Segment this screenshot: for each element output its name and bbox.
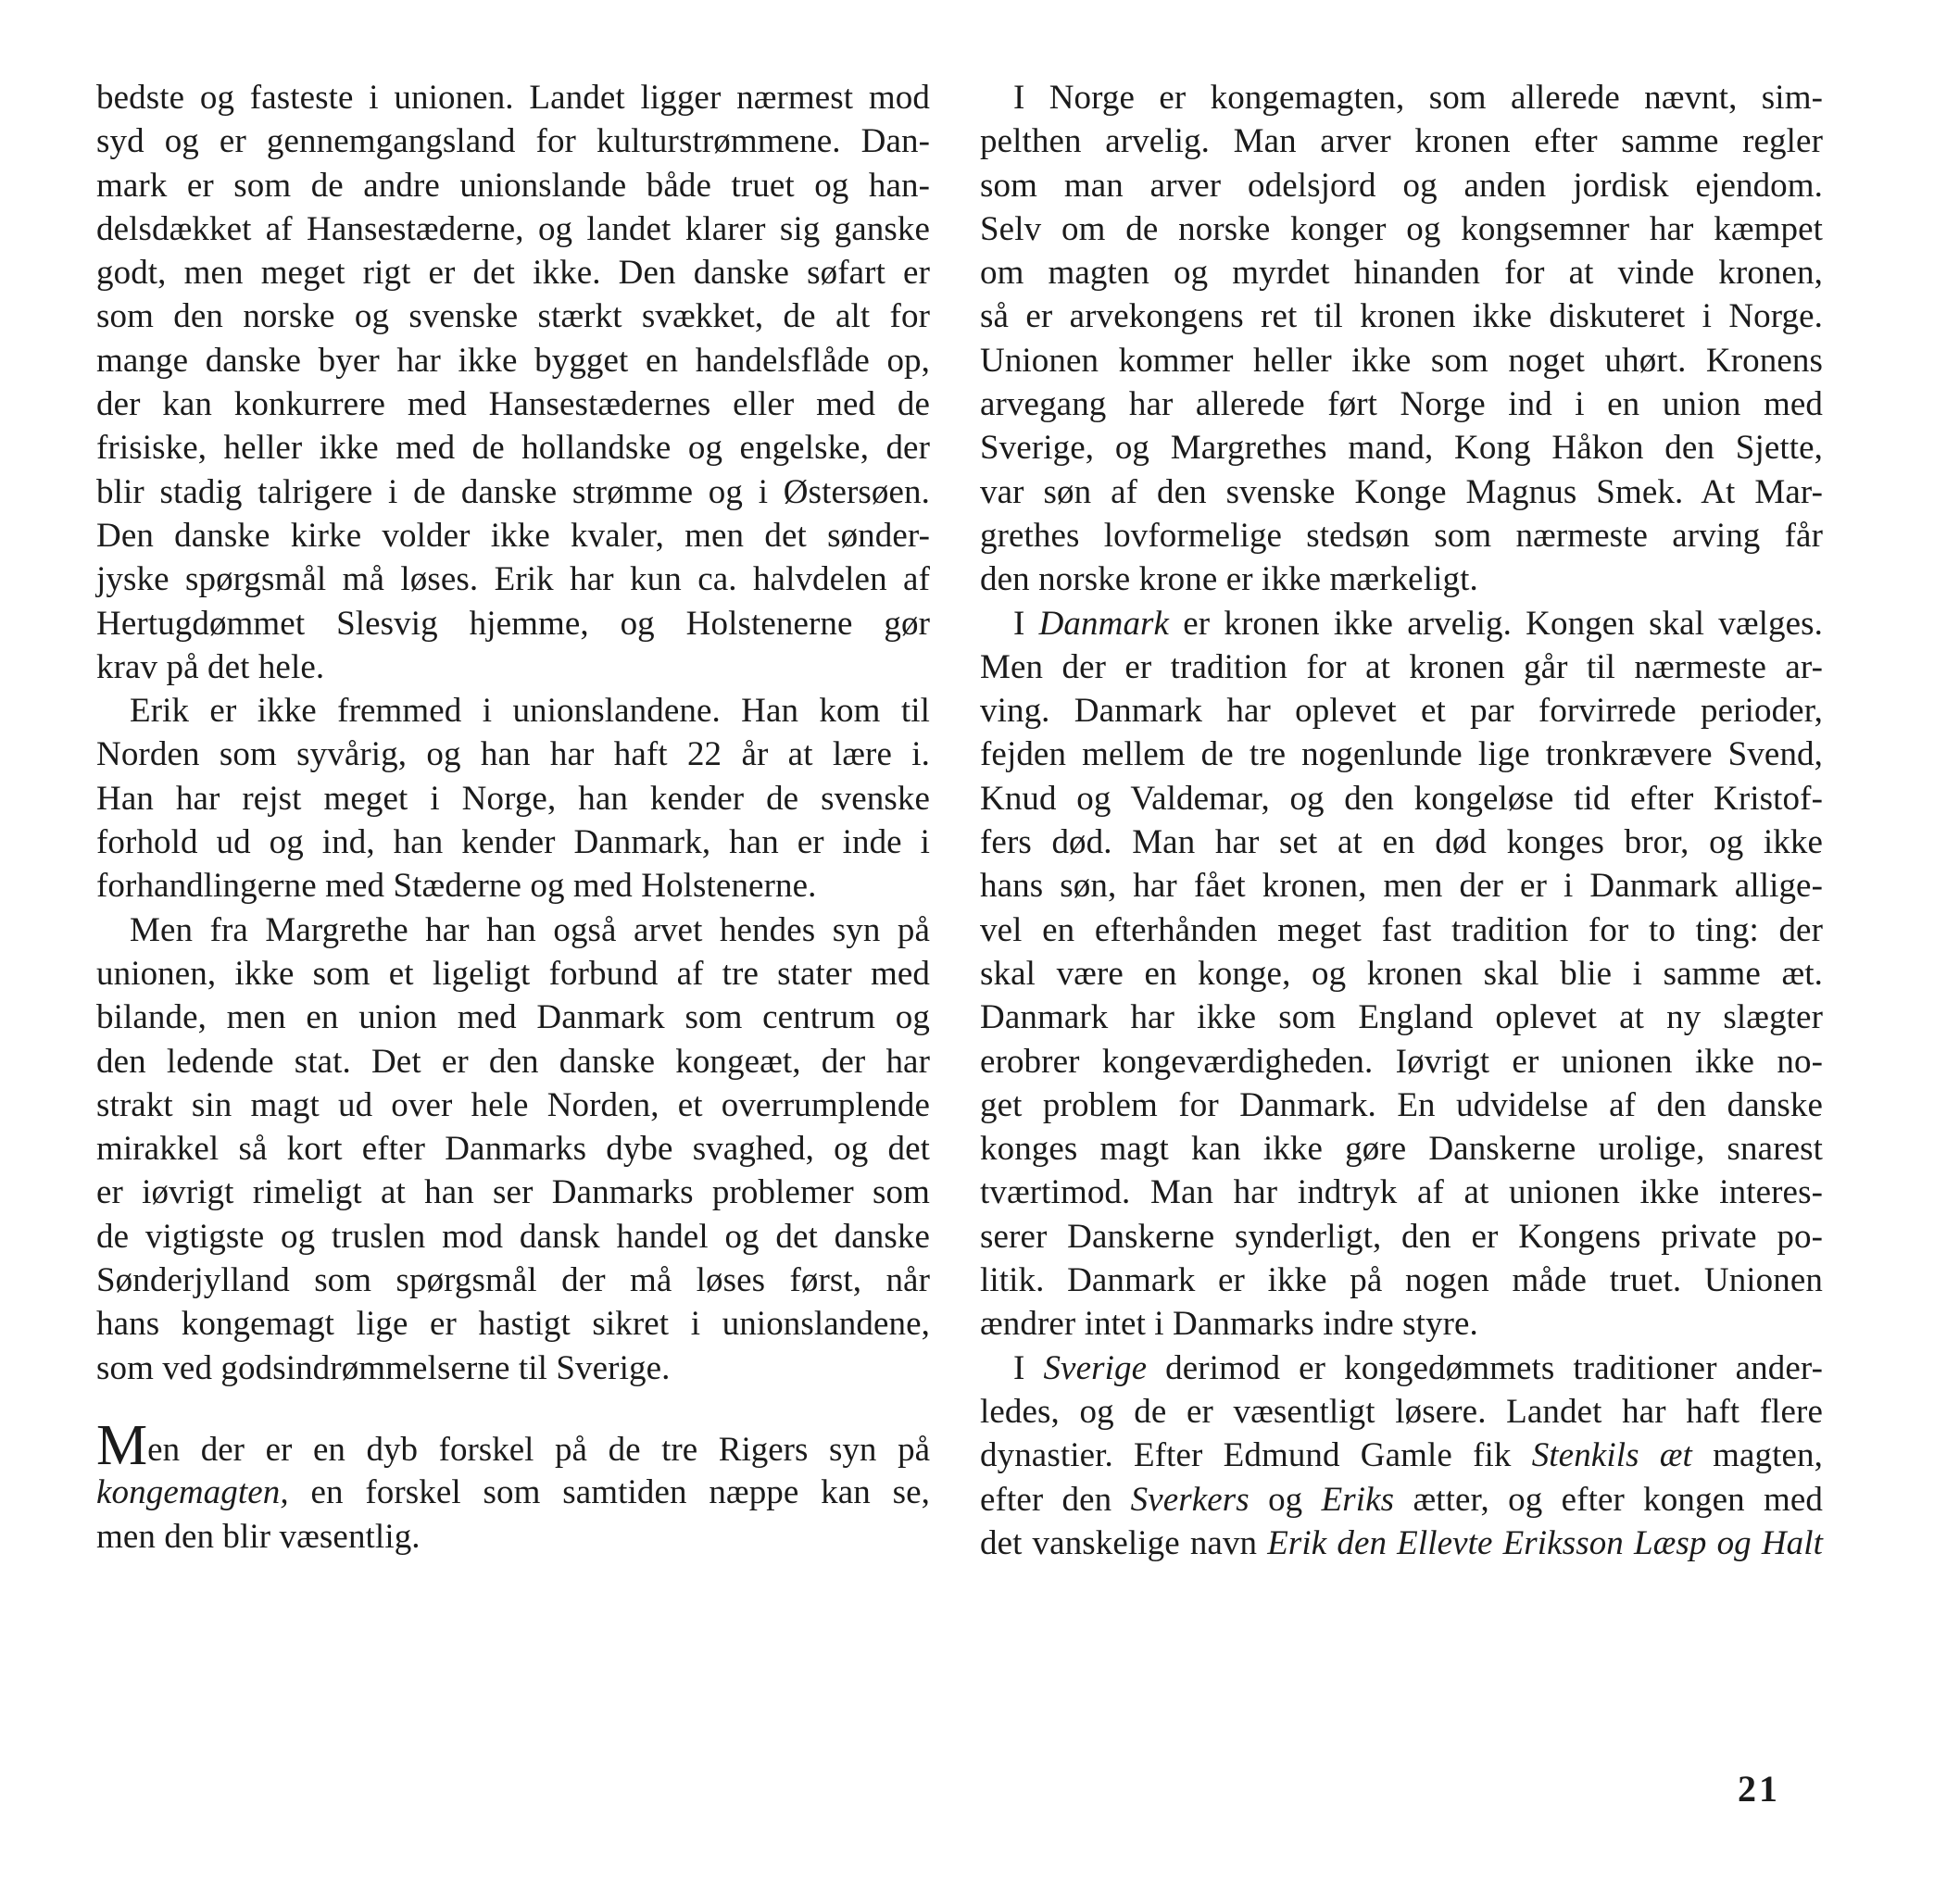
section-opening-paragraph [96, 1413, 930, 1559]
text-line: der kan konkurrere med Hansestædernes eller med de [96, 385, 930, 424]
text-line: syd og er gennemgangsland for kulturstrømmene. Dan- [96, 122, 930, 161]
text-line: get problem for Danmark. En udvidelse af den danske [980, 1085, 1823, 1124]
text-line: mirakkel så kort efter Danmarks dybe svaghed, og det [96, 1130, 930, 1169]
italic-term: Stenkils æt [1531, 1436, 1692, 1475]
text-line: fejden mellem de tre nogenlunde lige tronkrævere Svend, [980, 735, 1823, 774]
text-line: Erik er ikke fremmed i unionslandene. Han kom til [130, 692, 930, 731]
text-line: bedste og fasteste i unionen. Landet ligger nærmest mod [96, 79, 930, 117]
page-number: 21 [1738, 1768, 1780, 1810]
text-line [96, 1413, 930, 1477]
section-gap [96, 1390, 930, 1427]
text-line: strakt sin magt ud over hele Norden, et overrumplende [96, 1085, 930, 1124]
text-line: Men fra Margrethe har han også arvet hendes syn på [130, 910, 930, 949]
text-line: konges magt kan ikke gøre Danskerne urolige, snarest [980, 1130, 1823, 1169]
text-line [980, 1478, 1823, 1522]
text-line: litik. Danmark er ikke på nogen måde truet. Unionen [980, 1261, 1823, 1300]
paragraph-sverige [980, 1347, 1823, 1565]
text-line: den norske krone er ikke mærkeligt. [980, 560, 1478, 599]
text-line: jyske spørgsmål må løses. Erik har kun ca. halvdelen af [96, 560, 930, 599]
text-line [980, 602, 1823, 645]
text-line: fers død. Man har set at en død konges bror, og ikke [980, 823, 1823, 862]
text-line: Knud og Valdemar, og den kongeløse tid efter Kristof- [980, 779, 1823, 818]
text-line: så er arvekongens ret til kronen ikke diskuteret i Norge. [980, 297, 1823, 336]
italic-term: Eriks [1321, 1480, 1395, 1519]
italic-term: Sverkers [1130, 1480, 1250, 1519]
paragraph [96, 908, 930, 1390]
text-line: Selv om de norske konger og kongsemner har kæmpet [980, 209, 1823, 248]
text-line: de vigtigste og truslen mod dansk handel og det danske [96, 1217, 930, 1256]
text-line: erobrer kongeværdigheden. Iøvrigt er unionen ikke no- [980, 1042, 1823, 1081]
text-line [980, 1347, 1823, 1390]
text-line [980, 1434, 1823, 1477]
text-line: unionen, ikke som et ligeligt forbund af tre stater med [96, 954, 930, 993]
text-line: Unionen kommer heller ikke som noget uhørt. Kronens [980, 341, 1823, 380]
text-line: delsdækket af Hansestæderne, og landet klarer sig ganske [96, 209, 930, 248]
text-line: Sønderjylland som spørgsmål der må løses først, når [96, 1261, 930, 1300]
text-line: var søn af den svenske Konge Magnus Smek. At Mar- [980, 472, 1823, 511]
text-line: I Norge er kongemagten, som allerede nævnt, sim- [1013, 79, 1823, 117]
text-line: som man arver odelsjord og anden jordisk ejendom. [980, 166, 1823, 205]
text-line: Sverige, og Margrethes mand, Kong Håkon den Sjette, [980, 429, 1823, 468]
text-line: hans kongemagt lige er hastigt sikret i unionslandene, [96, 1305, 930, 1344]
text-line: krav på det hele. [96, 647, 325, 686]
text-line: Han har rejst meget i Norge, han kender de svenske [96, 779, 930, 818]
text-line: forhold ud og ind, han kender Danmark, han er inde i [96, 823, 930, 862]
text-line [980, 1522, 1823, 1565]
text-line: serer Danskerne synderligt, den er Kongens private po- [980, 1217, 1823, 1256]
text-line: om magten og myrdet hinanden for at vinde kronen, [980, 254, 1823, 293]
text-line: grethes lovformelige stedsøn som nærmeste arving får [980, 516, 1823, 555]
text-line: pelthen arvelig. Man arver kronen efter samme regler [980, 122, 1823, 161]
paragraph [96, 76, 930, 689]
text-line: som ved godsindrømmelserne til Sverige. [96, 1348, 671, 1387]
paragraph-danmark [980, 602, 1823, 1347]
text-line: Norden som syvårig, og han har haft 22 år at lære i. [96, 735, 930, 774]
text-line: vel en efterhånden meget fast tradition for to ting: der [980, 910, 1823, 949]
text-span: ætter, og efter kongen med [1394, 1480, 1824, 1519]
text-line: bilande, men en union med Danmark som centrum og [96, 998, 930, 1037]
text-line: som den norske og svenske stærkt svækket, de alt for [96, 297, 930, 336]
paragraph-norge [980, 76, 1823, 602]
text-line: Den danske kirke volder ikke kvaler, men det sønder- [96, 516, 930, 555]
text-line: mange danske byer har ikke bygget en handelsflåde op, [96, 341, 930, 380]
italic-term: Erik den Ellevte Eriksson Læsp og Halt [1267, 1523, 1823, 1562]
text-line: den ledende stat. Det er den danske kongeæt, der har [96, 1042, 930, 1081]
text-line: arvegang har allerede ført Norge ind i en union med [980, 385, 1823, 424]
text-span: det vanskelige navn [980, 1523, 1268, 1562]
text-line: ving. Danmark har oplevet et par forvirrede perioder, [980, 692, 1823, 731]
text-line: Hertugdømmet Slesvig hjemme, og Holstenerne gør [96, 604, 930, 643]
drop-cap: M [96, 1413, 148, 1477]
right-column [980, 76, 1823, 1565]
text-line: mark er som de andre unionslande både truet og han- [96, 166, 930, 205]
text-line: ændrer intet i Danmarks indre styre. [980, 1305, 1478, 1344]
text-line: Men der er tradition for at kronen går til nærmeste ar- [980, 647, 1823, 686]
italic-term: kongemagten, [96, 1473, 289, 1512]
text-line: skal være en konge, og kronen skal blie i samme æt. [980, 954, 1823, 993]
text-span: derimod er kongedømmets traditioner ander- [1147, 1348, 1823, 1387]
text-span: en forskel som samtiden næppe kan se, [288, 1473, 930, 1512]
text-line [96, 1471, 930, 1514]
italic-term: Danmark [1038, 604, 1170, 643]
italic-term: Sverige [1043, 1348, 1148, 1387]
text-line: er iøvrigt rimeligt at han ser Danmarks problemer som [96, 1173, 930, 1212]
text-span: er kronen ikke arvelig. Kongen skal vælges. [1169, 604, 1823, 643]
text-line: blir stadig talrigere i de danske strømme og i Østersøen. [96, 472, 930, 511]
text-line: forhandlingerne med Stæderne og med Holstenerne. [96, 867, 817, 906]
text-span: efter den [980, 1480, 1131, 1519]
text-line: godt, men meget rigt er det ikke. Den danske søfart er [96, 254, 930, 293]
text-span: I [1013, 1348, 1044, 1387]
text-line: Danmark har ikke som England oplevet at ny slægter [980, 998, 1823, 1037]
text-span: og [1249, 1480, 1322, 1519]
text-span: dynastier. Efter Edmund Gamle fik [980, 1436, 1532, 1475]
text-span: magten, [1691, 1436, 1823, 1475]
text-span: en der er en dyb forskel på de tre Rigers syn på [147, 1430, 930, 1469]
text-line: hans søn, har fået kronen, men der er i Danmark allige- [980, 867, 1823, 906]
text-line: ledes, og de er væsentligt løsere. Landet har haft flere [980, 1392, 1823, 1431]
text-span: I [1013, 604, 1039, 643]
text-line: tværtimod. Man har indtryk af at unionen ikke interes- [980, 1173, 1823, 1212]
left-column [96, 76, 930, 1559]
paragraph [96, 689, 930, 908]
text-line: men den blir væsentlig. [96, 1517, 421, 1556]
text-line: frisiske, heller ikke med de hollandske og engelske, der [96, 429, 930, 468]
